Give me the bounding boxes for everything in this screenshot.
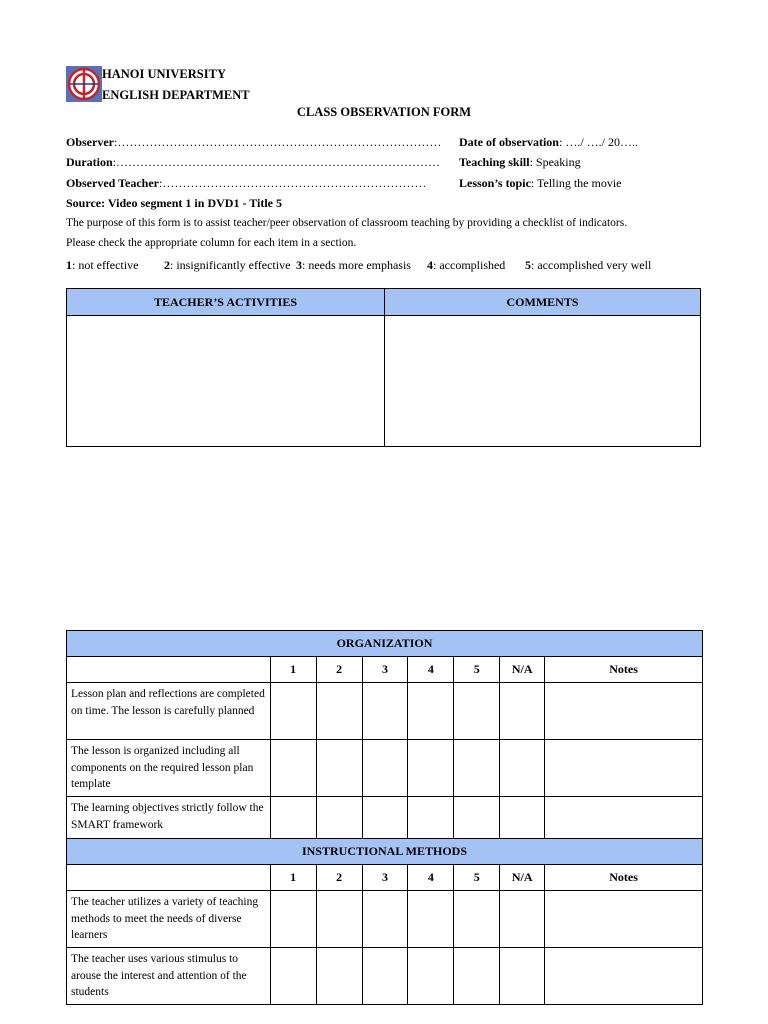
scale-item-2 <box>164 258 290 273</box>
rating-cell-4[interactable] <box>408 683 454 740</box>
rating-cell-na[interactable] <box>500 740 545 797</box>
col-2-header: 2 <box>316 865 362 891</box>
observer-value: :……………………………………………………………………… <box>113 135 442 149</box>
observed-teacher-label: Observed Teacher <box>66 176 159 190</box>
section-title: INSTRUCTIONAL METHODS <box>67 839 703 865</box>
rating-cell-5[interactable] <box>454 948 500 1005</box>
rating-cell-4[interactable] <box>408 948 454 1005</box>
institution-heading <box>102 64 250 106</box>
scale-number: 1 <box>66 258 72 272</box>
rating-cell-3[interactable] <box>362 740 408 797</box>
notes-cell[interactable] <box>545 683 703 740</box>
teaching-skill-value: : Speaking <box>529 155 581 169</box>
lesson-topic-label: Lesson’s topic <box>459 176 531 190</box>
rating-cell-5[interactable] <box>454 740 500 797</box>
col-5-header: 5 <box>454 865 500 891</box>
scale-text: : accomplished <box>433 258 506 272</box>
rating-cell-2[interactable] <box>316 948 362 1005</box>
rating-cell-na[interactable] <box>500 948 545 1005</box>
duration-value: :……………………………………………………………………… <box>112 155 441 169</box>
rating-cell-2[interactable] <box>316 740 362 797</box>
rating-cell-2[interactable] <box>316 797 362 839</box>
university-logo <box>66 66 102 102</box>
scale-text: : not effective <box>72 258 139 272</box>
rating-cell-1[interactable] <box>270 891 316 948</box>
department-name: ENGLISH DEPARTMENT <box>102 88 250 102</box>
scale-number: 5 <box>525 258 531 272</box>
scale-item-4 <box>427 258 505 273</box>
notes-cell[interactable] <box>545 797 703 839</box>
notes-cell[interactable] <box>545 740 703 797</box>
rating-cell-1[interactable] <box>270 683 316 740</box>
col-na-header: N/A <box>500 865 545 891</box>
table-row <box>67 891 703 948</box>
rating-cell-3[interactable] <box>362 948 408 1005</box>
duration-label: Duration <box>66 155 113 169</box>
col-2-header: 2 <box>316 657 362 683</box>
rating-table <box>66 630 703 1005</box>
purpose-line-1: The purpose of this form is to assist teacher/peer observation of classroom teaching by providing a checklist of indicators. <box>66 217 628 229</box>
activities-cell[interactable] <box>67 316 385 447</box>
col-1-header: 1 <box>270 657 316 683</box>
scale-text: : accomplished very well <box>531 258 652 272</box>
section-header-organization <box>67 631 703 657</box>
rating-cell-5[interactable] <box>454 891 500 948</box>
source-line: Source: Video segment 1 in DVD1 - Title 5 <box>66 196 282 210</box>
criterion-text: The learning objectives strictly follow the SMART framework <box>67 797 271 839</box>
observer-label: Observer <box>66 135 114 149</box>
rating-cell-5[interactable] <box>454 683 500 740</box>
scale-number: 3 <box>296 258 302 272</box>
rating-cell-1[interactable] <box>270 948 316 1005</box>
teaching-skill-field <box>459 155 581 170</box>
col-3-header: 3 <box>362 865 408 891</box>
rating-cell-1[interactable] <box>270 740 316 797</box>
notes-cell[interactable] <box>545 948 703 1005</box>
scale-item-5 <box>525 258 651 273</box>
purpose-line-2: Please check the appropriate column for each item in a section. <box>66 237 357 249</box>
table-row <box>67 683 703 740</box>
activities-header: TEACHER’S ACTIVITIES <box>67 289 385 316</box>
notes-cell[interactable] <box>545 891 703 948</box>
criterion-text: The lesson is organized including all components on the required lesson plan template <box>67 740 271 797</box>
rating-cell-1[interactable] <box>270 797 316 839</box>
section-header-instructional-methods <box>67 839 703 865</box>
comments-header: COMMENTS <box>385 289 701 316</box>
col-notes-header: Notes <box>545 657 703 683</box>
criterion-text: Lesson plan and reflections are completed on time. The lesson is carefully planned <box>67 683 271 740</box>
table-row <box>67 797 703 839</box>
rating-cell-4[interactable] <box>408 740 454 797</box>
lesson-topic-value: : Telling the movie <box>530 176 622 190</box>
activities-table <box>66 288 701 447</box>
comments-cell[interactable] <box>385 316 701 447</box>
scale-item-3 <box>296 258 411 273</box>
rating-column-headers <box>67 657 703 683</box>
rating-column-headers <box>67 865 703 891</box>
teaching-skill-label: Teaching skill <box>459 155 530 169</box>
col-na-header: N/A <box>500 657 545 683</box>
col-3-header: 3 <box>362 657 408 683</box>
form-title: CLASS OBSERVATION FORM <box>296 105 472 119</box>
blank-header-cell <box>67 865 271 891</box>
rating-cell-2[interactable] <box>316 891 362 948</box>
lesson-topic-field <box>459 176 622 191</box>
criterion-text: The teacher utilizes a variety of teaching methods to meet the needs of diverse learners <box>67 891 271 948</box>
scale-item-1 <box>66 258 138 273</box>
col-5-header: 5 <box>454 657 500 683</box>
rating-cell-3[interactable] <box>362 891 408 948</box>
col-1-header: 1 <box>270 865 316 891</box>
section-title: ORGANIZATION <box>67 631 703 657</box>
rating-cell-na[interactable] <box>500 797 545 839</box>
rating-cell-5[interactable] <box>454 797 500 839</box>
scale-number: 4 <box>427 258 433 272</box>
duration-field[interactable] <box>66 155 440 170</box>
rating-cell-2[interactable] <box>316 683 362 740</box>
scale-text: : needs more emphasis <box>302 258 411 272</box>
col-notes-header: Notes <box>545 865 703 891</box>
observer-field[interactable] <box>66 135 441 150</box>
scale-text: : insignificantly effective <box>170 258 291 272</box>
col-4-header: 4 <box>408 657 454 683</box>
table-row <box>67 948 703 1005</box>
rating-cell-na[interactable] <box>500 891 545 948</box>
date-value: : …./ …./ 20….. <box>558 135 638 149</box>
col-4-header: 4 <box>408 865 454 891</box>
date-label: Date of observation <box>459 135 559 149</box>
rating-cell-4[interactable] <box>408 891 454 948</box>
date-field[interactable] <box>459 135 638 150</box>
rating-cell-4[interactable] <box>408 797 454 839</box>
scale-number: 2 <box>164 258 170 272</box>
table-row <box>67 740 703 797</box>
criterion-text: The teacher uses various stimulus to arouse the interest and attention of the students <box>67 948 271 1005</box>
university-name: HANOI UNIVERSITY <box>102 67 226 81</box>
rating-cell-3[interactable] <box>362 683 408 740</box>
rating-cell-3[interactable] <box>362 797 408 839</box>
observed-teacher-value: :………………………………………………………… <box>159 176 427 190</box>
observed-teacher-field[interactable] <box>66 176 426 191</box>
rating-cell-na[interactable] <box>500 683 545 740</box>
blank-header-cell <box>67 657 271 683</box>
